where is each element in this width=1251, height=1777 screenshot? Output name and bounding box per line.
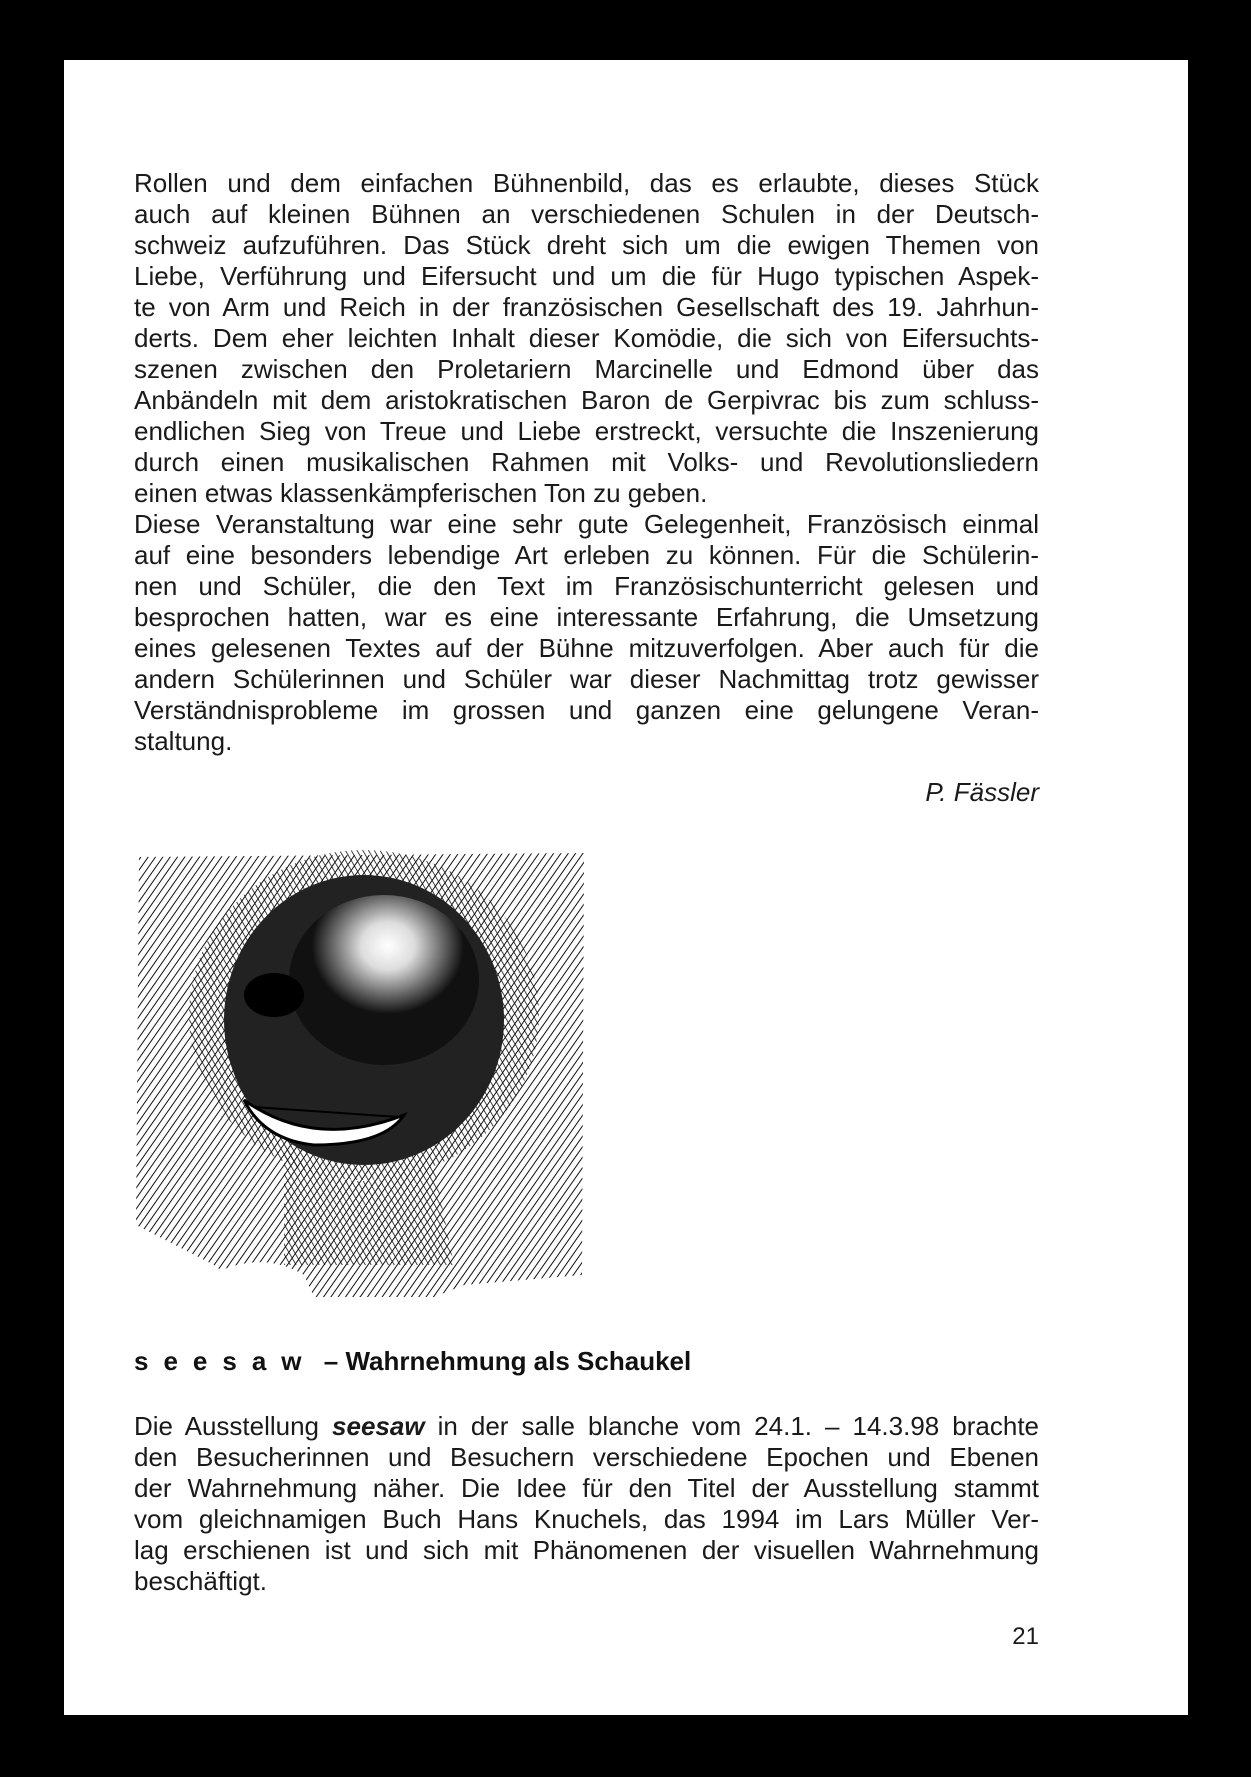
text-line: auch auf kleinen Bühnen an verschiedenen Schulen in der Deutsch- xyxy=(134,199,1039,229)
text-line: te von Arm und Reich in der französischen Gesellschaft des 19. Jahrhun- xyxy=(134,292,1039,322)
text-line: beschäftigt. xyxy=(134,1566,267,1596)
text-fragment: in der salle blanche vom 24.1. – 14.3.98 brachte xyxy=(424,1411,1039,1441)
text-line: Liebe, Verführung und Eifersucht und um die für Hugo typischen Aspek- xyxy=(134,261,1039,291)
text-line: Anbändeln mit dem aristokratischen Baron de Gerpivrac bis zum schluss- xyxy=(134,385,1039,415)
text-line: der Wahrnehmung näher. Die Idee für den Titel der Ausstellung stammt xyxy=(134,1473,1039,1503)
text-line: Verständnisprobleme im grossen und ganzen eine gelungene Veran- xyxy=(134,695,1039,725)
heading-subtitle: – Wahrnehmung als Schaukel xyxy=(316,1346,692,1376)
article-paragraph-2 xyxy=(134,1411,1039,1597)
text-line: besprochen hatten, war es eine interessante Erfahrung, die Umsetzung xyxy=(134,602,1039,632)
text-line: andern Schülerinnen und Schüler war dieser Nachmittag trotz gewisser xyxy=(134,664,1039,694)
text-line: nen und Schüler, die den Text im Französischunterricht gelesen und xyxy=(134,571,1039,601)
text-line: Rollen und dem einfachen Bühnenbild, das es erlaubte, dieses Stück xyxy=(134,168,1039,198)
face-engraving-illustration xyxy=(134,845,589,1297)
text-line: Diese Veranstaltung war eine sehr gute Gelegenheit, Französisch einmal xyxy=(134,509,1039,539)
page-number: 21 xyxy=(1012,1623,1039,1650)
section-heading xyxy=(134,1346,691,1377)
text-line: staltung. xyxy=(134,726,233,756)
text-line: den Besucherinnen und Besuchern verschiedene Epochen und Ebenen xyxy=(134,1442,1039,1472)
text-line xyxy=(134,1411,1039,1442)
text-line: derts. Dem eher leichten Inhalt dieser Komödie, die sich von Eifersuchts- xyxy=(134,323,1039,353)
text-line: einen etwas klassenkämpferischen Ton zu geben. xyxy=(134,478,708,508)
text-line: durch einen musikalischen Rahmen mit Volks- und Revolutionsliedern xyxy=(134,447,1039,477)
text-line: vom gleichnamigen Buch Hans Knuchels, das 1994 im Lars Müller Ver- xyxy=(134,1504,1039,1534)
author-signature: P. Fässler xyxy=(925,777,1039,807)
text-line: szenen zwischen den Proletariern Marcinelle und Edmond über das xyxy=(134,354,1039,384)
heading-spaced-title: seesaw xyxy=(134,1346,317,1376)
exhibition-title: seesaw xyxy=(332,1411,425,1441)
text-line: schweiz aufzuführen. Das Stück dreht sich um die ewigen Themen von xyxy=(134,230,1039,260)
text-line: eines gelesenen Textes auf der Bühne mitzuverfolgen. Aber auch für die xyxy=(134,633,1039,663)
text-line: auf eine besonders lebendige Art erleben zu können. Für die Schülerin- xyxy=(134,540,1039,570)
text-line: endlichen Sieg von Treue und Liebe erstreckt, versuchte die Inszenierung xyxy=(134,416,1039,446)
document-page xyxy=(64,60,1188,1715)
text-line: lag erschienen ist und sich mit Phänomenen der visuellen Wahrnehmung xyxy=(134,1535,1039,1565)
text-fragment: Die Ausstellung xyxy=(134,1411,333,1441)
article-paragraph-1 xyxy=(134,168,1039,757)
